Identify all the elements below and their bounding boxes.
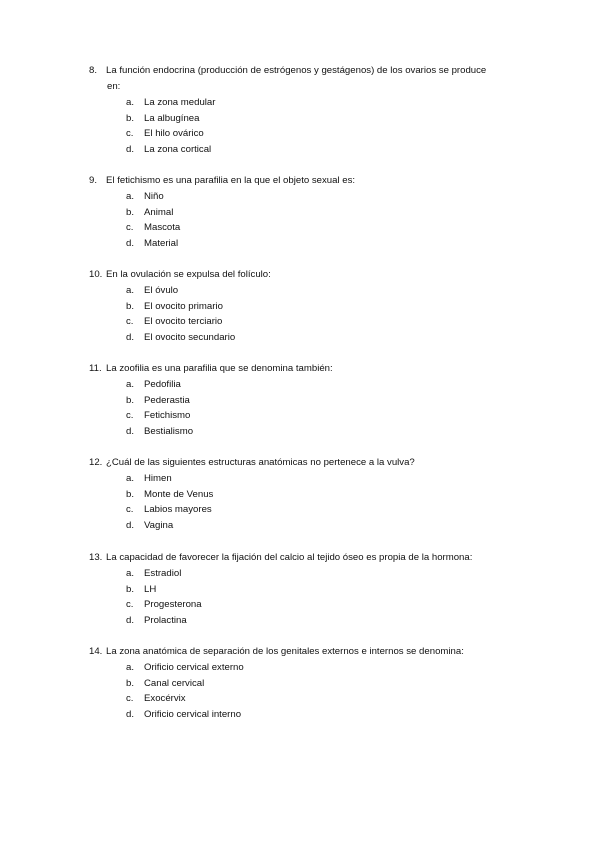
option-d (89, 613, 519, 629)
option-letter: b. (126, 677, 135, 689)
option-b (89, 393, 519, 409)
option-letter: b. (126, 488, 135, 500)
option-letter: a. (126, 379, 135, 390)
question-8 (89, 63, 519, 157)
option-b (89, 111, 519, 127)
option-letter: c. (126, 599, 134, 611)
option-letter: d. (126, 425, 135, 437)
options-list (89, 566, 519, 628)
option-c (89, 126, 519, 142)
option-text: Orificio cervical externo (144, 662, 244, 673)
question-text: La función endocrina (producción de estrógenos y gestágenos) de los ovarios se produce (106, 65, 487, 76)
option-c (89, 314, 519, 330)
option-letter: c. (126, 410, 134, 422)
option-text: Estradiol (144, 568, 182, 579)
option-letter: b. (126, 583, 135, 595)
question-text: El fetichismo es una parafilia en la que el objeto sexual es: (106, 175, 356, 186)
option-letter: b. (126, 300, 135, 312)
question-number: 14. (89, 646, 103, 657)
option-letter: d. (126, 143, 135, 155)
option-text: Himen (144, 473, 172, 484)
option-letter: a. (126, 191, 135, 202)
options-list (89, 471, 519, 533)
option-a (89, 660, 519, 676)
option-text: Fetichismo (144, 410, 191, 422)
option-c (89, 408, 519, 424)
option-text: Pedofilia (144, 379, 181, 390)
question-stem (89, 63, 519, 79)
options-list (89, 95, 519, 157)
question-12 (89, 455, 519, 533)
option-text: LH (144, 583, 157, 595)
option-c (89, 220, 519, 236)
option-text: Mascota (144, 222, 181, 234)
option-letter: c. (126, 693, 134, 705)
option-c (89, 597, 519, 613)
option-b (89, 582, 519, 598)
question-text: En la ovulación se expulsa del folículo: (106, 269, 271, 280)
option-b (89, 205, 519, 221)
question-text: La zona anatómica de separación de los genitales externos e internos se denomina: (106, 646, 464, 657)
options-list (89, 283, 519, 345)
option-a (89, 95, 519, 111)
option-text: El hilo ovárico (144, 128, 204, 140)
question-13 (89, 550, 519, 628)
option-a (89, 283, 519, 299)
option-text: Progesterona (144, 599, 202, 611)
option-letter: c. (126, 128, 134, 140)
question-11 (89, 361, 519, 439)
option-text: El ovocito terciario (144, 316, 223, 328)
option-c (89, 502, 519, 518)
option-b (89, 487, 519, 503)
question-14 (89, 644, 519, 722)
question-stem (89, 173, 519, 189)
option-text: Prolactina (144, 614, 187, 626)
option-letter: a. (126, 568, 135, 579)
question-stem (89, 550, 519, 566)
option-text: La zona cortical (144, 143, 212, 155)
option-text: Material (144, 237, 179, 249)
option-letter: c. (126, 222, 134, 234)
option-letter: d. (126, 708, 135, 720)
options-list (89, 377, 519, 439)
question-text: La zoofilia es una parafilia que se denomina también: (106, 363, 333, 374)
option-d (89, 236, 519, 252)
option-letter: a. (126, 97, 135, 108)
question-text-continuation: en: (107, 81, 121, 92)
question-number: 10. (89, 269, 103, 280)
question-text: ¿Cuál de las siguientes estructuras anatómicas no pertenece a la vulva? (106, 457, 415, 468)
question-number: 12. (89, 457, 103, 468)
question-stem (89, 361, 519, 377)
option-a (89, 377, 519, 393)
option-text: Animal (144, 206, 174, 218)
option-text: La albugínea (144, 112, 200, 124)
option-letter: c. (126, 504, 134, 516)
option-a (89, 471, 519, 487)
question-stem (89, 267, 519, 283)
option-text: Niño (144, 191, 164, 202)
option-text: Vagina (144, 519, 174, 531)
option-text: Orificio cervical interno (144, 708, 242, 720)
option-letter: d. (126, 519, 135, 531)
question-number: 8. (89, 65, 98, 76)
option-d (89, 424, 519, 440)
option-d (89, 142, 519, 158)
question-stem (89, 644, 519, 660)
option-text: El ovocito secundario (144, 331, 236, 343)
question-text: La capacidad de favorecer la fijación del calcio al tejido óseo es propia de la hormona: (106, 552, 473, 563)
option-text: El óvulo (144, 285, 179, 296)
option-letter: a. (126, 285, 135, 296)
option-c (89, 691, 519, 707)
option-text: Exocérvix (144, 693, 186, 705)
option-a (89, 189, 519, 205)
option-text: Pederastia (144, 394, 190, 406)
option-b (89, 676, 519, 692)
options-list (89, 660, 519, 722)
option-a (89, 566, 519, 582)
options-list (89, 189, 519, 251)
option-letter: d. (126, 331, 135, 343)
option-d (89, 330, 519, 346)
option-text: La zona medular (144, 97, 216, 108)
option-letter: d. (126, 237, 135, 249)
option-letter: c. (126, 316, 134, 328)
option-letter: a. (126, 662, 135, 673)
question-stem (89, 455, 519, 471)
option-letter: b. (126, 112, 135, 124)
question-10 (89, 267, 519, 345)
option-letter: b. (126, 394, 135, 406)
option-text: Bestialismo (144, 425, 194, 437)
question-number: 13. (89, 552, 103, 563)
option-text: Canal cervical (144, 677, 205, 689)
question-9 (89, 173, 519, 251)
option-d (89, 518, 519, 534)
option-letter: d. (126, 614, 135, 626)
option-letter: a. (126, 473, 135, 484)
question-number: 9. (89, 175, 98, 186)
option-b (89, 299, 519, 315)
option-text: Labios mayores (144, 504, 212, 516)
question-number: 11. (89, 363, 102, 374)
option-d (89, 707, 519, 723)
option-text: El ovocito primario (144, 300, 223, 312)
option-text: Monte de Venus (144, 488, 214, 500)
option-letter: b. (126, 206, 135, 218)
